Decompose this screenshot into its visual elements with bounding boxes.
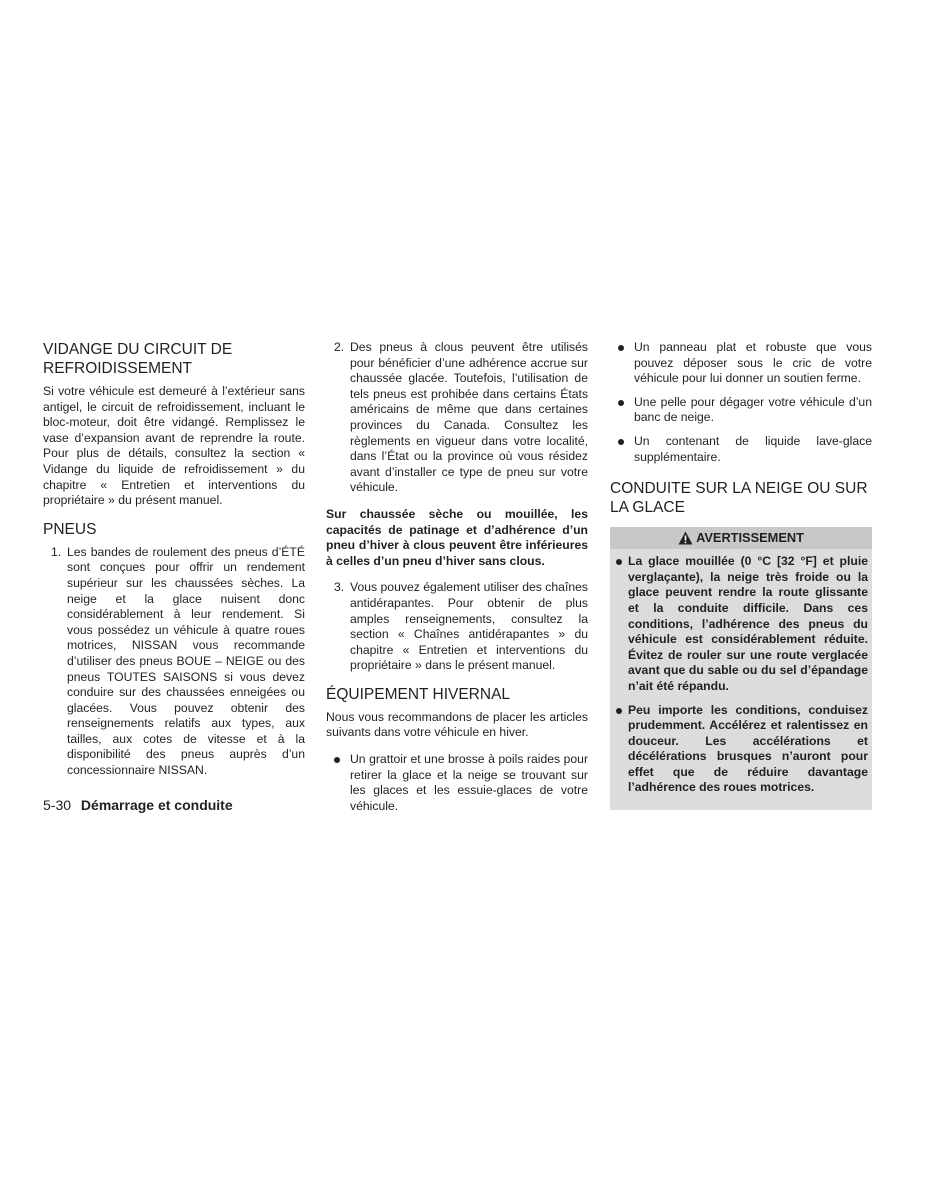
bullet-text: Un panneau plat et robuste que vous pouvez déposer sous le cric de votre véhicule pour lui donner un soutien ferme. — [634, 340, 872, 386]
bullet-icon — [334, 757, 340, 763]
paragraph-winter-equipment: Nous vous recommandons de placer les articles suivants dans votre véhicule en hiver. — [326, 709, 588, 740]
heading-winter-equipment: ÉQUIPEMENT HIVERNAL — [326, 685, 511, 703]
bullet-text: Un grattoir et une brosse à poils raides pour retirer la glace et la neige se trouvant sur les glaces et les essuie-glaces de votre véhicule. — [350, 752, 588, 813]
bullet-icon — [618, 345, 624, 351]
list-text: Des pneus à clous peuvent être utilisés pour bénéficier d’une adhérence accrue sur chaussée glacée. Toutefois, l’utilisation de tels pneus est prohibée dans certains États américains de même que dans certaines provinces du Canada. Consultez les règlements en vigueur dans votre localité, dans l’État ou la province où vous résidez avant d’installer ce type de pneu sur votre véhicule. — [350, 340, 588, 495]
bullet-item — [326, 752, 588, 814]
bullet-text: Une pelle pour dégager votre véhicule d’un banc de neige. — [634, 394, 872, 425]
bullet-text: Un contenant de liquide lave-glace supplémentaire. — [634, 433, 872, 464]
bullet-icon — [616, 559, 622, 565]
bold-notice: Sur chaussée sèche ou mouillée, les capacités de patinage et d’adhérence d’un pneu d’hiver à clous peuvent être inférieures à celles d’un pneu d’hiver sans clous. — [326, 506, 588, 568]
column-3 — [610, 340, 872, 810]
bullet-icon — [616, 708, 622, 714]
heading-tires: PNEUS — [43, 520, 97, 538]
page-number: 5-30 — [43, 797, 72, 813]
list-number: 3. — [334, 580, 345, 595]
list-item — [43, 545, 305, 779]
warning-item — [610, 554, 872, 694]
heading-snow-ice-driving: CONDUITE SUR LA NEIGE OU SUR LA GLACE — [610, 480, 868, 517]
heading-cooling-drain: VIDANGE DU CIRCUIT DE REFROIDISSEMENT — [43, 341, 233, 377]
warning-title: AVERTISSEMENT — [696, 530, 804, 546]
bullet-item — [610, 340, 872, 387]
column-2 — [326, 340, 588, 822]
page-footer — [43, 797, 233, 813]
bullet-item — [610, 434, 872, 465]
warning-text: La glace mouillée (0 °C [32 °F] et pluie verglaçante), la neige très froide ou la glace peuvent rendre la route glissante et la conduite difficile. Dans ces conditions, l’adhérence des pneus du véhicule est considérablement réduite. Évitez de rouler sur une route verglacée avant que du sable ou du sel d’épandage n’ait été répandu. — [628, 554, 868, 693]
section-title: Démarrage et conduite — [80, 797, 233, 813]
list-number: 2. — [334, 340, 345, 354]
list-item — [326, 580, 588, 674]
bullet-item — [610, 395, 872, 426]
paragraph-cooling-drain: Si votre véhicule est demeuré à l’extérieur sans antigel, le circuit de refroidissement, incluant le bloc-moteur, doit être vidangé. Remplissez le vase d’expansion avant de reprendre la route. Pour plus de détails, consultez la section « Vidange du liquide de refroidissement » du chapitre « Entretien et interventions du propriétaire » du présent manuel. — [43, 384, 305, 508]
bullet-icon — [618, 439, 624, 445]
list-item — [326, 340, 588, 496]
column-1 — [43, 340, 305, 779]
warning-text: Peu importe les conditions, conduisez prudemment. Accélérez et ralentissez en douceur. Les accélérations et décélérations brusques n’auront pour effet que de réduire davantage l’adhérence des roues motrices. — [628, 702, 868, 795]
warning-header — [610, 527, 872, 549]
warning-box — [610, 527, 872, 810]
list-text: Vous pouvez également utiliser des chaînes antidérapantes. Pour obtenir de plus amples renseignements, consultez la section « Chaînes antidérapantes » du chapitre « Entretien et interventions du propriétaire » dans le présent manuel. — [350, 580, 588, 673]
warning-triangle-icon — [678, 531, 693, 545]
list-text: Les bandes de roulement des pneus d’ÉTÉ sont conçues pour offrir un rendement supérieur sur les chaussées sèches. La neige et la glace nuisent donc considérablement à leur rendement. Si vous possédez un véhicule à quatre roues motrices, NISSAN vous recommande d’utiliser des pneus BOUE – NEIGE ou des pneus TOUTES SAISONS si vous devez conduire sur des chaussées enneigées ou glacées. Vous pouvez obtenir des renseignements relatifs aux types, aux tailles, aux cotes de vitesse et à la disponibilité des pneus auprès d’un concessionnaire NISSAN. — [67, 544, 305, 778]
list-number: 1. — [51, 544, 62, 559]
bullet-icon — [618, 400, 624, 406]
warning-item — [610, 703, 872, 797]
